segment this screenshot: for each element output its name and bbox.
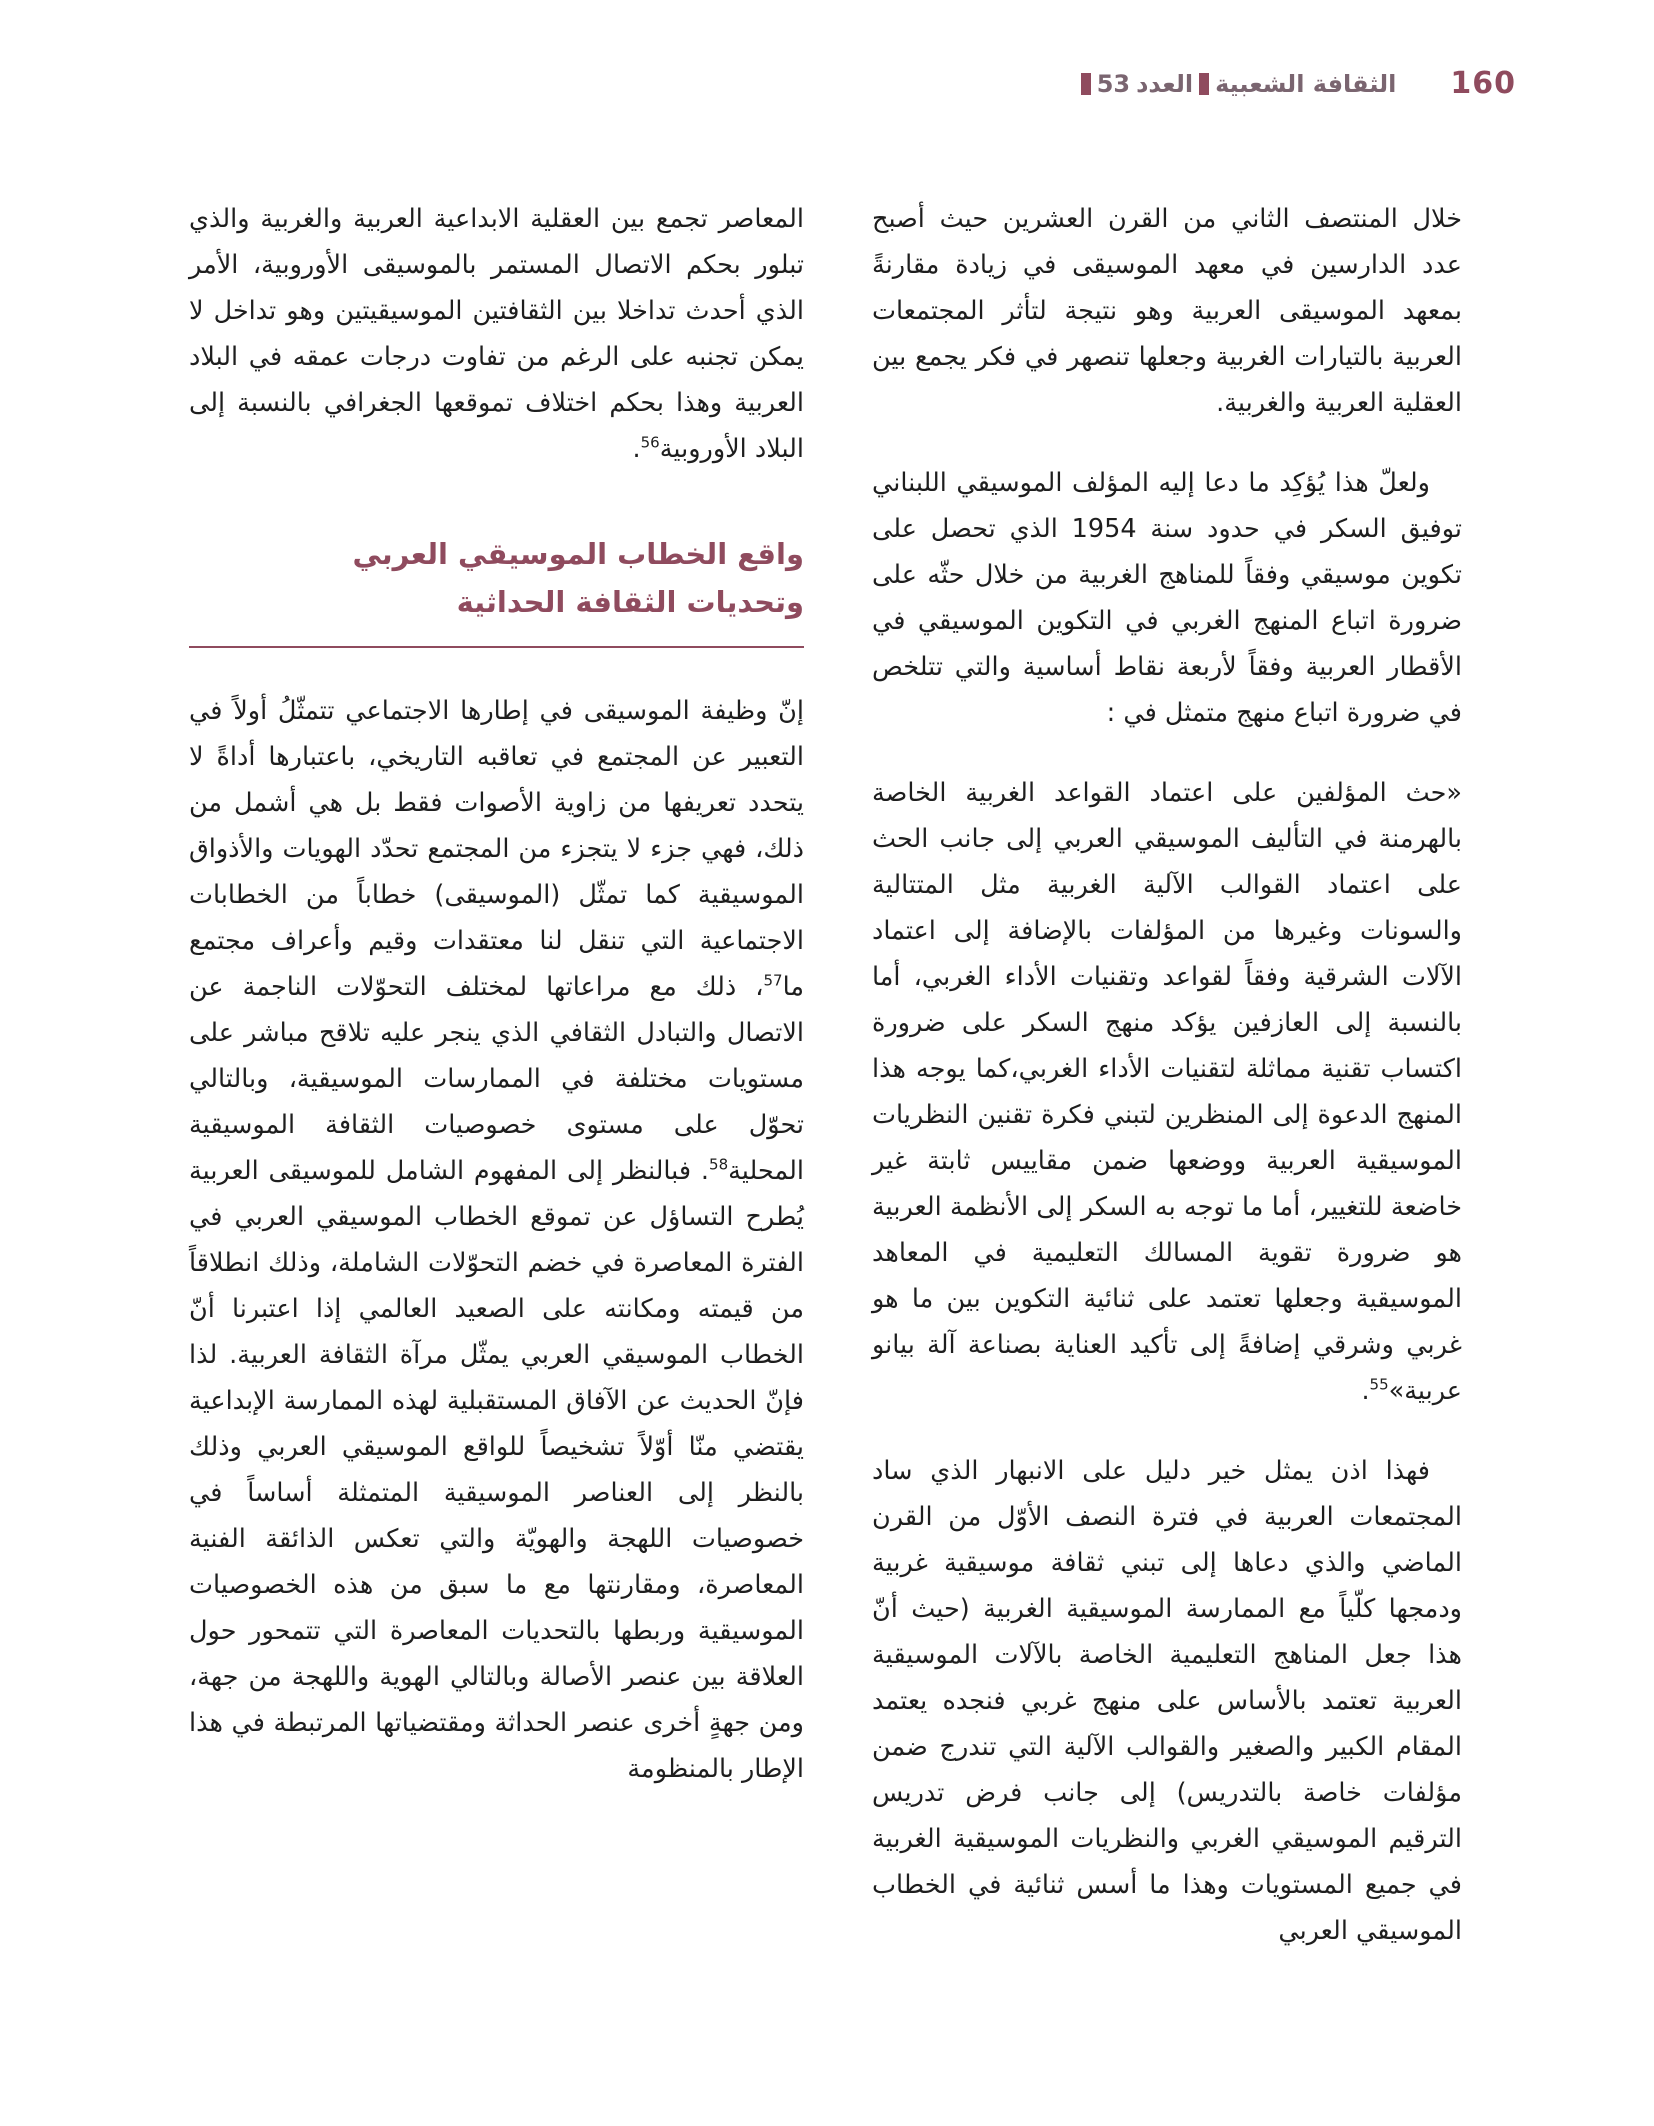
punctuation: .: [632, 434, 641, 464]
footnote-ref: 56: [640, 433, 660, 452]
punctuation: .: [1361, 1376, 1370, 1406]
heading-line: وتحديات الثقافة الحداثية: [456, 585, 804, 619]
paragraph-text: ، ذلك مع مراعاتها لمختلف التحوّلات الناجمة عن الاتصال والتبادل الثقافي الذي ينجر عليه تلاقح مباشر على مستويات مختلفة في الممارسات الموسيقية، وبالتالي تحوّل على مستوى خصوصيات الثقافة الموسيقية المحلية: [189, 972, 804, 1186]
heading-line: واقع الخطاب الموسيقي العربي: [352, 537, 804, 571]
footnote-ref: 55: [1369, 1375, 1389, 1394]
footnote-ref: 58: [709, 1155, 729, 1174]
paragraph-text: المعاصر تجمع بين العقلية الابداعية العربية والغربية والذي تبلور بحكم الاتصال المستمر بالموسيقى الأوروبية، الأمر الذي أحدث تداخلا بين الثقافتين الموسيقيتين وهو تداخل لا يمكن تجنبه على الرغم من تفاوت درجات عمقه في البلاد العربية وهذا بحكم اختلاف تموقعها الجغرافي بالنسبة إلى البلاد الأوروبية: [189, 204, 804, 464]
paragraph: فهذا اذن يمثل خير دليل على الانبهار الذي ساد المجتمعات العربية في فترة النصف الأوّل من القرن الماضي والذي دعاها إلى تبني ثقافة موسيقية غربية ودمجها كلّياً مع الممارسة الموسيقية الغربية (حيث أنّ هذا جعل المناهج التعليمية الخاصة بالآلات الموسيقية العربية تعتمد بالأساس على منهج غربي فنجده يعتمد المقام الكبير والصغير والقوالب الآلية التي تندرج ضمن مؤلفات خاصة بالتدريس) إلى جانب فرض تدريس الترقيم الموسيقي الغربي والنظريات الموسيقية الغربية في جميع المستويات وهذا ما أسس ثنائية في الخطاب الموسيقي العربي: [872, 1456, 1462, 1946]
heading-divider: [189, 646, 804, 648]
magazine-name: الثقافة الشعبية: [1215, 69, 1397, 98]
paragraph: خلال المنتصف الثاني من القرن العشرين حيث أصبح عدد الدارسين في معهد الموسيقى في زيادة مقارنةً بمعهد الموسيقى العربية وهو نتيجة لتأثر المجتمعات العربية بالتيارات الغربية وجعلها تنصهر في فكر يجمع بين العقلية العربية والغربية.: [872, 204, 1462, 418]
paragraph: [189, 196, 804, 472]
paragraph: [189, 688, 804, 1792]
issue-number: 53: [1096, 69, 1131, 98]
quote-text: «حث المؤلفين على اعتماد القواعد الغربية الخاصة بالهرمنة في التأليف الموسيقي العربي إلى جانب الحث على اعتماد القوالب الآلية الغربية مثل المتتالية والسونات وغيرها من المؤلفات بالإضافة إلى اعتماد الآلات الشرقية وفقاً لقواعد وتقنيات الأداء الغربي، أما بالنسبة إلى العازفين يؤكد منهج السكر على ضرورة اكتساب تقنية مماثلة لتقنيات الأداء الغربي،كما يوجه هذا المنهج الدعوة إلى المنظرين لتبني فكرة تقنين النظريات الموسيقية العربية ووضعها ضمن مقاييس ثابتة غير خاضعة للتغيير، أما ما توجه به السكر إلى الأنظمة العربية هو ضرورة تقوية المسالك التعليمية في المعاهد الموسيقية وجعلها تعتمد على ثنائية التكوين بين ما هو غربي وشرقي إضافةً إلى تأكيد العناية بصناعة آلة بيانو عربية»: [872, 778, 1462, 1406]
header-marker-icon: [1199, 73, 1209, 95]
issue-label: العدد: [1136, 69, 1194, 98]
section-heading: [189, 530, 804, 626]
header-marker-icon-end: [1081, 73, 1091, 95]
running-header: [1081, 66, 1516, 101]
paragraph: ولعلّ هذا يُؤكِد ما دعا إليه المؤلف الموسيقي اللبناني توفيق السكر في حدود سنة 1954 الذي تحصل على تكوين موسيقي وفقاً للمناهج الغربية من خلال حثّه على ضرورة اتباع المنهج الغربي في التكوين الموسيقي في الأقطار العربية وفقاً لأربعة نقاط أساسية والتي تتلخص في ضرورة اتباع منهج متمثل في :: [872, 468, 1462, 728]
left-column: [189, 196, 804, 1826]
running-title: [1081, 70, 1397, 98]
paragraph-text: إنّ وظيفة الموسيقى في إطارها الاجتماعي تتمثّلُ أولاً في التعبير عن المجتمع في تعاقبه التاريخي، باعتبارها أداةً لا يتحدد تعريفها من زاوية الأصوات فقط بل هي أشمل من ذلك، فهي جزء لا يتجزء من المجتمع تحدّد الهويات والأذواق الموسيقية كما تمثّل (الموسيقى) خطاباً من الخطابات الاجتماعية التي تنقل لنا معتقدات وقيم وأعراف مجتمع ما: [189, 696, 804, 1002]
right-column: [872, 196, 1462, 1988]
page-number: 160: [1450, 66, 1516, 101]
footnote-ref: 57: [763, 971, 783, 990]
quote-paragraph: [872, 770, 1462, 1414]
paragraph-text: . فبالنظر إلى المفهوم الشامل للموسيقى العربية يُطرح التساؤل عن تموقع الخطاب الموسيقي العربي في الفترة المعاصرة في خضم التحوّلات الشاملة، وذلك انطلاقاً من قيمته ومكانته على الصعيد العالمي إذا اعتبرنا أنّ الخطاب الموسيقي العربي يمثّل مرآة الثقافة العربية. لذا فإنّ الحديث عن الآفاق المستقبلية لهذه الممارسة الإبداعية يقتضي منّا أوّلاً تشخيصاً للواقع الموسيقي العربي وذلك بالنظر إلى العناصر الموسيقية المتمثلة أساساً في خصوصيات اللهجة والهويّة والتي تعكس الذائقة الفنية المعاصرة، ومقارنتها مع ما سبق من هذه الخصوصيات الموسيقية وربطها بالتحديات المعاصرة التي تتمحور حول العلاقة بين عنصر الأصالة وبالتالي الهوية واللهجة من جهة، ومن جهةٍ أخرى عنصر الحداثة ومقتضياتها المرتبطة في هذا الإطار بالمنظومة: [189, 1156, 804, 1784]
